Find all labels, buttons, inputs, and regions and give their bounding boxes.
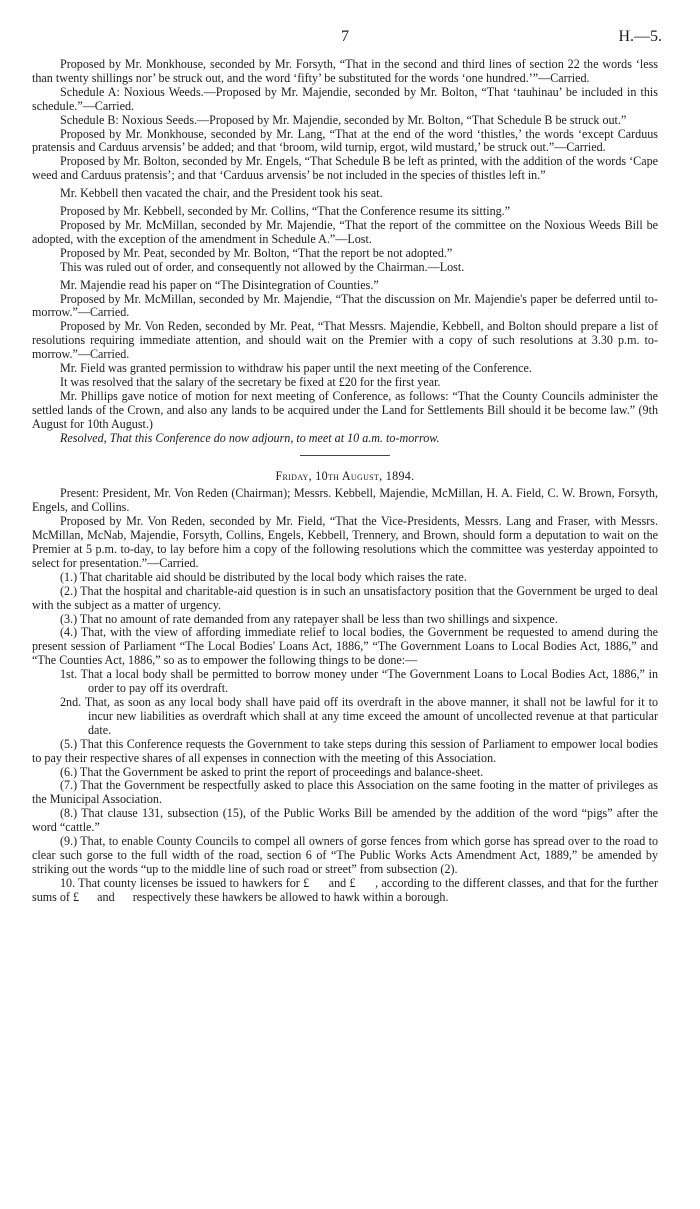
page-header <box>32 28 662 58</box>
section-divider <box>300 455 390 456</box>
resolution-item: (1.) That charitable aid should be distributed by the local body which raises the rate. <box>60 569 467 584</box>
document-reference: H.—5. <box>618 28 662 45</box>
paragraph: This was ruled out of order, and consequently not allowed by the Chairman.—Lost. <box>60 259 465 274</box>
paragraph: Mr. Majendie read his paper on “The Disintegration of Counties.” <box>60 277 379 292</box>
resolution-item: 10. That county licenses be issued to hawkers for £ and £ , according to the different classes, and that for the further sums of £ and respectively these hawkers be allowed to hawk within a borough. <box>32 875 662 904</box>
paragraph: Mr. Field was granted permission to withdraw his paper until the next meeting of the Conference. <box>60 361 532 376</box>
paragraph: Proposed by Mr. Peat, seconded by Mr. Bolton, “That the report be not adopted.” <box>60 245 453 260</box>
resolution-item: (5.) That this Conference requests the Government to take steps during this session of Parliament to empower local bodies to pay their respective shares of all expenses in connection with the meeting of this Association. <box>32 736 658 765</box>
paragraph: Mr. Kebbell then vacated the chair, and the President took his seat. <box>60 186 383 201</box>
paragraph: Proposed by Mr. McMillan, seconded by Mr. Majendie, “That the discussion on Mr. Majendie's paper be deferred until to-morrow.”—Carried. <box>32 291 658 320</box>
resolution-item: (4.) That, with the view of affording immediate relief to local bodies, the Government be requested to amend during the present session of Parliament “The Local Bodies' Loans Act, 1886,” “The Government Loans to Local Bodies Act, 1886,” and “The Counties Act, 1886,” so as to empower the following things to be done:— <box>32 625 658 668</box>
resolution-item: (9.) That, to enable County Councils to compel all owners of gorse fences from which gorse has spread over to the road to clear such gorse to the full width of the road, section 6 of “The Public Works Acts Amendment Act, 1889,” be amended by striking out the words “up to the middle line of such road or street” from subsection (2). <box>32 834 658 876</box>
paragraph: Proposed by Mr. Bolton, seconded by Mr. Engels, “That Schedule B be left as printed, with the addition of the words ‘Cape weed and Carduus pratensis’; and that ‘Carduus arvensis’ be not included in the species of thistles left in.” <box>32 154 658 183</box>
paragraph: Proposed by Mr. Monkhouse, seconded by Mr. Lang, “That at the end of the word ‘thistles,’ the words ‘except Carduus pratensis and Carduus arvensis’ be added; and that ‘broom, wild turnip, ergot, wild mustard,’ be struck out.”—Carried. <box>32 126 658 155</box>
resolution-subitem: 2nd. That, as soon as any local body shall have paid off its overdraft in the above manner, it shall not be lawful for it to incur new liabilities as overdraft which shall at any time exceed the amount of uncollected revenue at that particular date. <box>60 694 658 737</box>
resolution-item: (2.) That the hospital and charitable-aid question is in such an unsatisfactory position that the Government be urged to deal with the subject as a matter of urgency. <box>32 583 658 612</box>
paragraph: Schedule A: Noxious Weeds.—Proposed by Mr. Majendie, seconded by Mr. Bolton, “That ‘tauhinau’ be included in this schedule.”—Carried. <box>32 84 658 113</box>
paragraph: Proposed by Mr. McMillan, seconded by Mr. Majendie, “That the report of the committee on the Noxious Weeds Bill be adopted, with the exception of the amendment in Schedule A.”—Lost. <box>32 217 658 246</box>
paragraph: It was resolved that the salary of the secretary be fixed at £20 for the first year. <box>60 374 441 389</box>
document-page <box>32 28 662 905</box>
resolution-item: (7.) That the Government be respectfully asked to place this Association on the same footing in the matter of privileges as the Municipal Association. <box>32 778 658 807</box>
resolution-subitem: 1st. That a local body shall be permitted to borrow money under “The Government Loans to Local Bodies Act, 1886,” in order to pay off its overdraft. <box>60 667 658 696</box>
page-number: 7 <box>341 28 349 45</box>
paragraph: Proposed by Mr. Von Reden, seconded by Mr. Field, “That the Vice-Presidents, Messrs. Lang and Fraser, with Messrs. McMillan, McNab, Majendie, Forsyth, Collins, Engels, Kebbell, Trennery, and Brown, should form a deputation to wait on the Premier at 5 p.m. to-day, to lay before him a copy of the following resolutions which the committee was yesterday appointed to select for presentation.”—Carried. <box>32 514 658 570</box>
paragraph: Mr. Phillips gave notice of motion for next meeting of Conference, as follows: “That the County Councils administer the settled lands of the Crown, and also any lands to be acquired under the Land for Settlements Bill should it be become law.” (9th August for 10th August.) <box>32 388 658 431</box>
paragraph: Schedule B: Noxious Seeds.—Proposed by Mr. Majendie, seconded by Mr. Bolton, “That Schedule B be struck out.” <box>60 112 627 127</box>
paragraph: Resolved, That this Conference do now adjourn, to meet at 10 a.m. to-morrow. <box>60 430 440 445</box>
paragraph: Proposed by Mr. Von Reden, seconded by Mr. Peat, “That Messrs. Majendie, Kebbell, and Bolton should prepare a list of resolutions requiring immediate attention, and should wait on the Premier with a copy of such resolutions at 3.30 p.m. to-morrow.”—Carried. <box>32 319 658 362</box>
resolution-item: (6.) That the Government be asked to print the report of proceedings and balance-sheet. <box>60 764 484 779</box>
paragraph: Proposed by Mr. Monkhouse, seconded by Mr. Forsyth, “That in the second and third lines of section 22 the words ‘less than twenty shillings nor’ be struck out, and the word ‘fifty’ be substituted for the words ‘one hundred.’”—Carried. <box>32 57 658 85</box>
section-dateline: Friday, 10th August, 1894. <box>275 469 415 484</box>
paragraph: Proposed by Mr. Kebbell, seconded by Mr. Collins, “That the Conference resume its sitting.” <box>60 204 511 219</box>
resolution-item: (3.) That no amount of rate demanded from any ratepayer shall be less than two shillings and sixpence. <box>60 611 558 626</box>
resolution-item: (8.) That clause 131, subsection (15), of the Public Works Bill be amended by the addition of the word “pigs” after the word “cattle.” <box>32 806 658 835</box>
attendance-paragraph: Present: President, Mr. Von Reden (Chairman); Messrs. Kebbell, Majendie, McMillan, H. A. Field, C. W. Brown, Forsyth, Engels, and Collins. <box>32 486 658 515</box>
